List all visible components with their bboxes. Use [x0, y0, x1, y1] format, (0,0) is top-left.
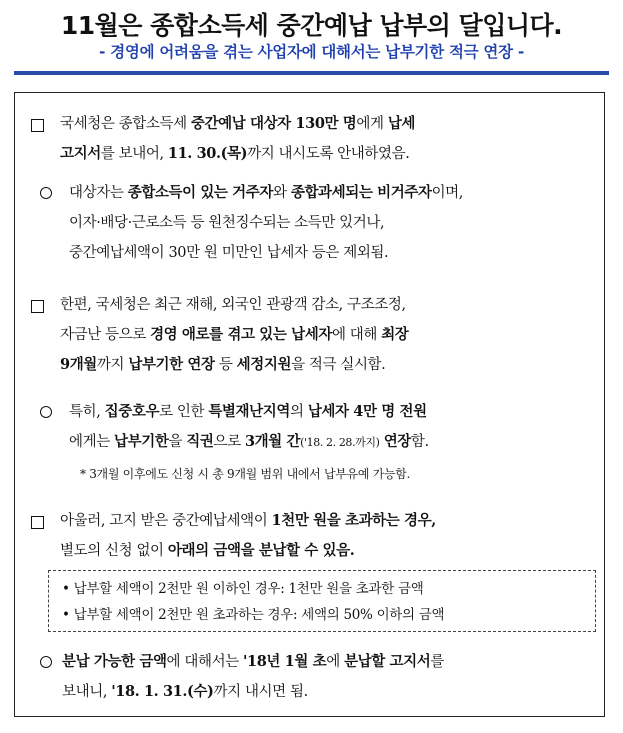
item-2: 대상자는 종합소득이 있는 거주자와 종합과세되는 비거주자이며, 이자·배당·근로소득 등 원천징수되는 소득만 있거나, 중간예납세액이 30만 원 미만인 납세자 등은 제외됨. — [69, 184, 463, 261]
square-bullet-icon — [31, 119, 44, 132]
circle-bullet-icon — [40, 656, 52, 668]
item-3: 한편, 국세청은 최근 재해, 외국인 관광객 감소, 구조조정, 자금난 등으로 경영 애로를 겪고 있는 납세자에 대해 최장 9개월까지 납부기한 연장 등 세정지원을 적극 실시함. — [60, 297, 409, 373]
installment-rule-1: • 납부할 세액이 2천만 원 이하인 경우: 1천만 원을 초과한 금액 — [62, 581, 424, 597]
item-6: 분납 가능한 금액에 대해서는 '18년 1월 초에 분납할 고지서를 보내니, '18. 1. 31.(수)까지 내시면 됨. — [62, 653, 444, 700]
square-bullet-icon — [31, 516, 44, 529]
installment-rule-2: • 납부할 세액이 2천만 원 초과하는 경우: 세액의 50% 이하의 금액 — [62, 607, 445, 623]
item-4: 특히, 집중호우로 인한 특별재난지역의 납세자 4만 명 전원 에게는 납부기한을 직권으로 3개월 간('18. 2. 28.까지) 연장함. — [69, 403, 429, 450]
page-subtitle: - 경영에 어려움을 겪는 사업자에 대해서는 납부기한 적극 연장 - — [99, 43, 524, 61]
item-5: 아울러, 고지 받은 중간예납세액이 1천만 원을 초과하는 경우, 별도의 신청 없이 아래의 금액을 분납할 수 있음. — [60, 512, 436, 559]
title-divider — [14, 71, 609, 75]
footnote: * 3개월 이후에도 신청 시 총 9개월 범위 내에서 납부유예 가능함. — [80, 467, 411, 481]
page-title: 11월은 종합소득세 중간예납 납부의 달입니다. — [60, 11, 563, 40]
circle-bullet-icon — [40, 406, 52, 418]
circle-bullet-icon — [40, 187, 52, 199]
square-bullet-icon — [31, 300, 44, 313]
item-1: 국세청은 종합소득세 중간예납 대상자 130만 명에게 납세 고지서를 보내어, 11. 30.(목)까지 내시도록 안내하였음. — [60, 115, 416, 162]
